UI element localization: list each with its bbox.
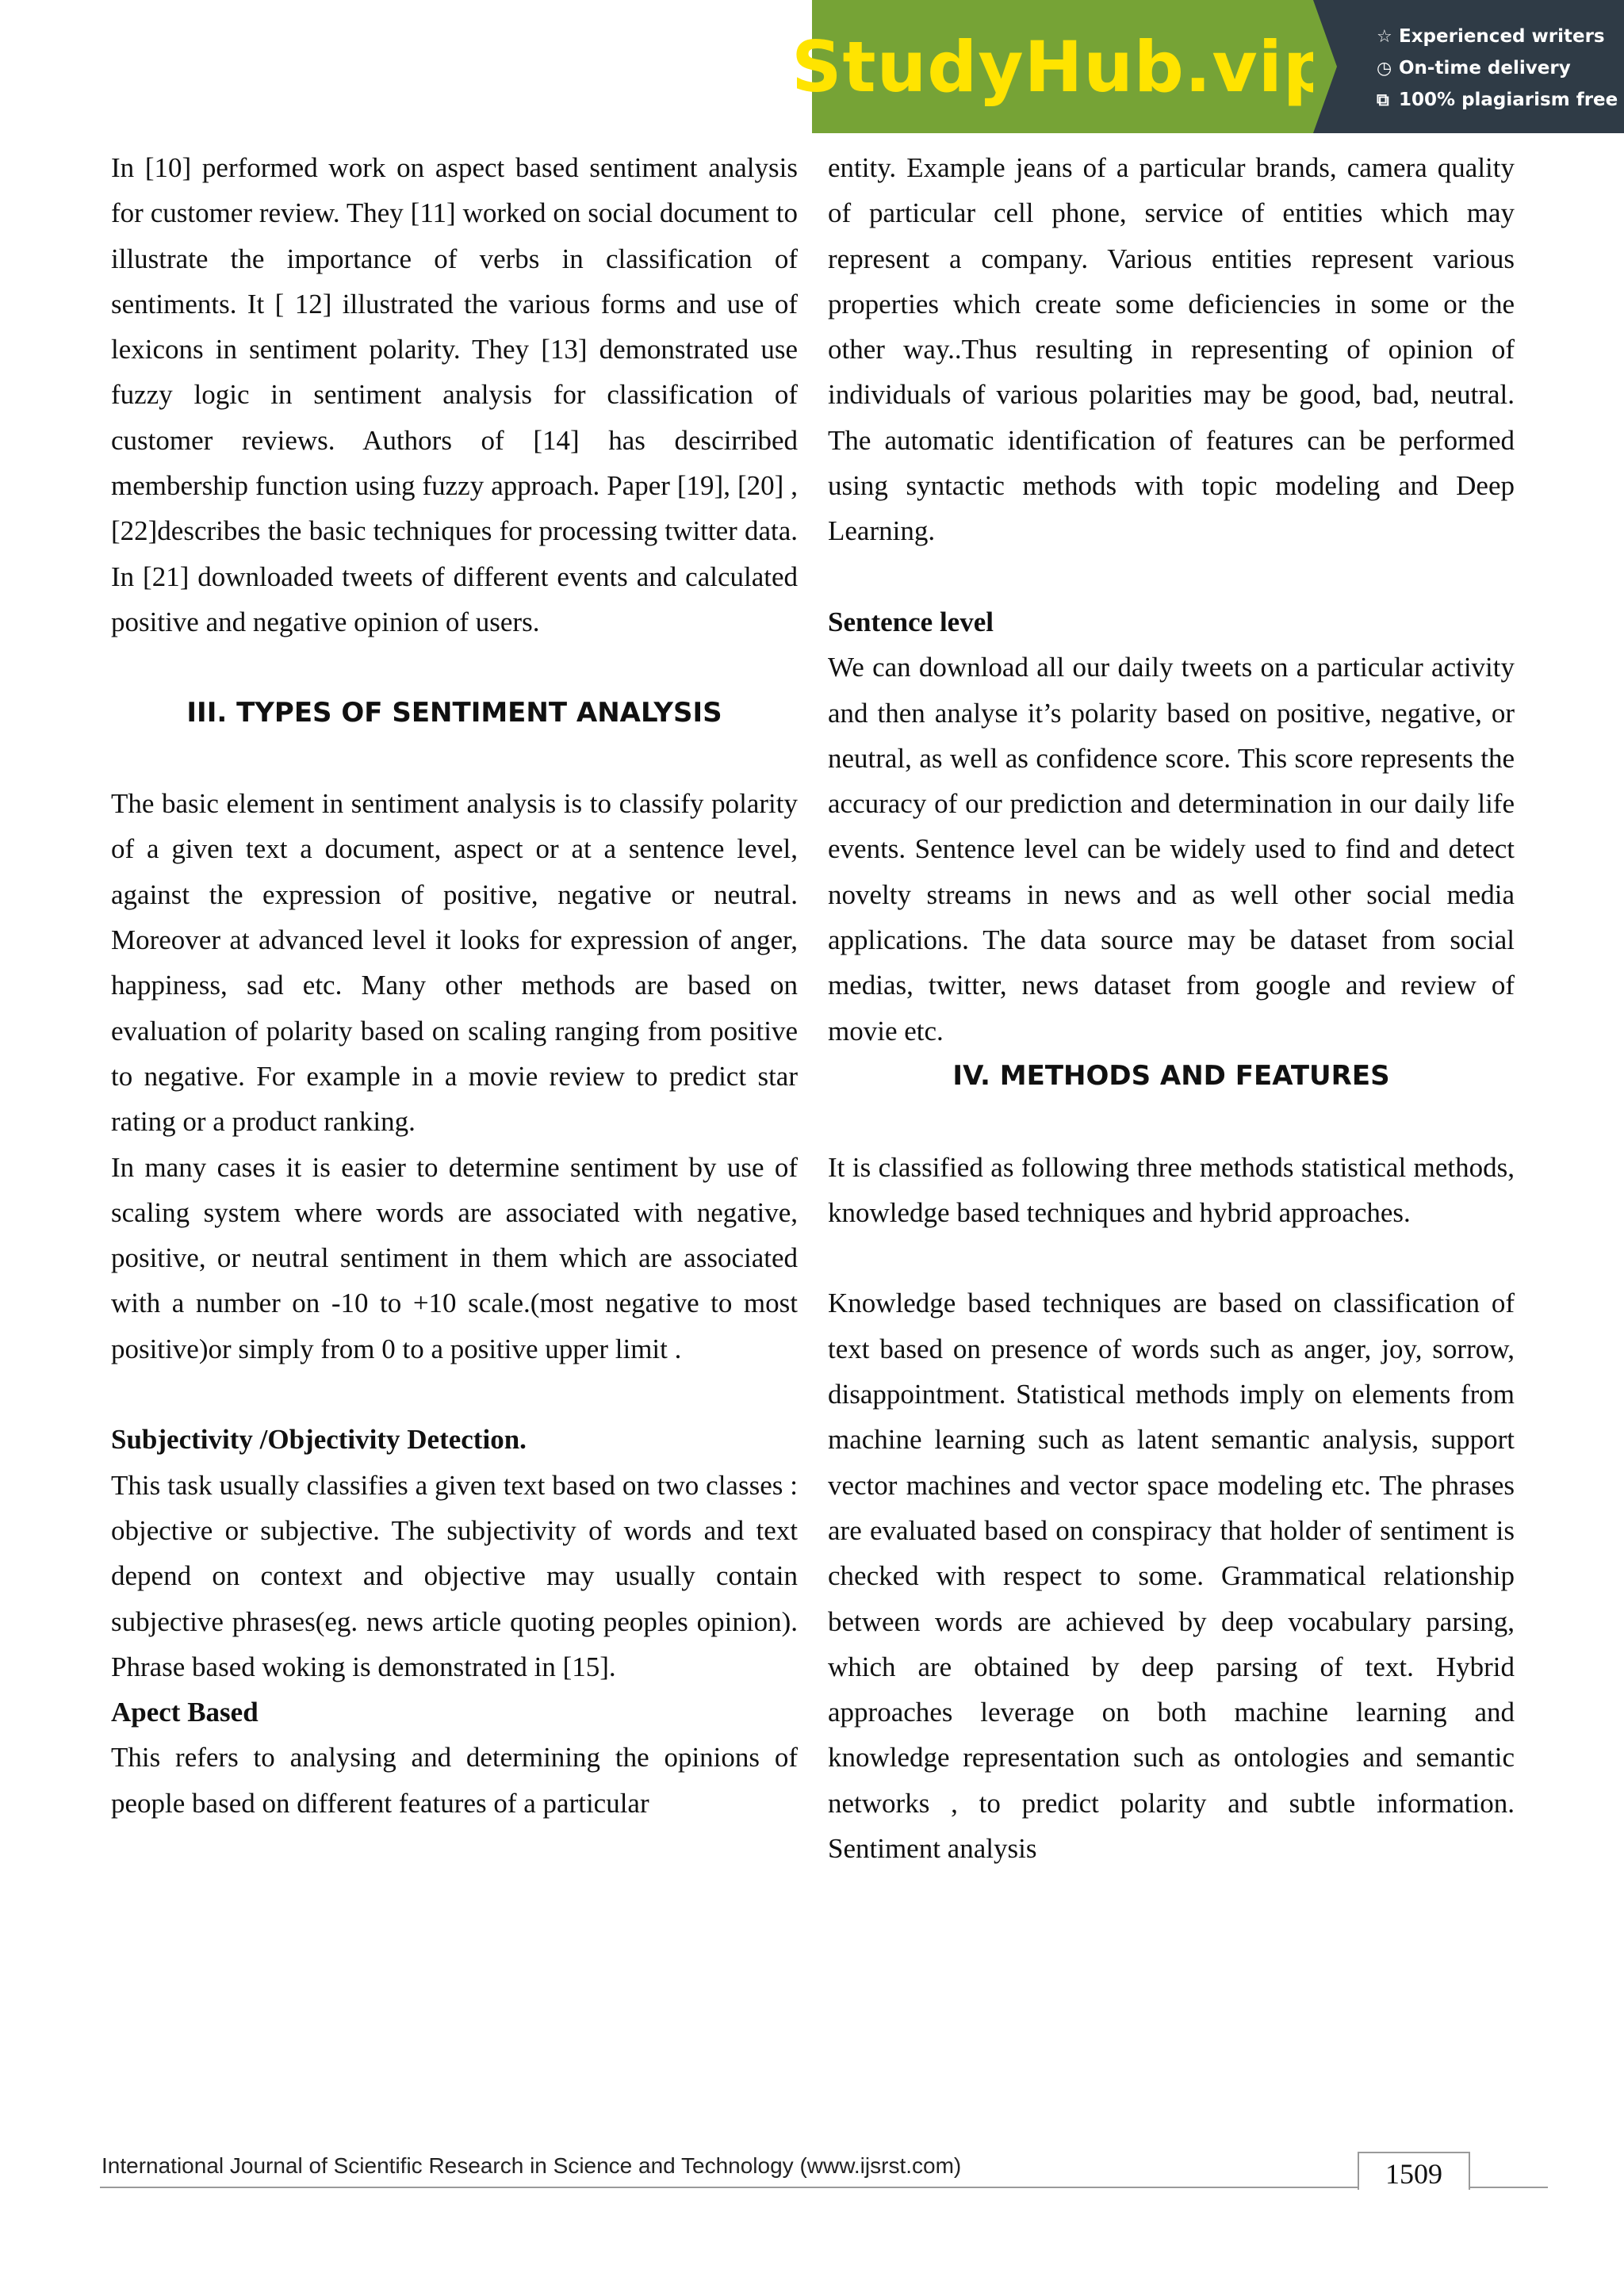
section-heading: III. TYPES OF SENTIMENT ANALYSIS — [186, 696, 722, 729]
ad-banner[interactable] — [791, 0, 1624, 133]
page-number: 1509 — [1358, 2152, 1470, 2190]
banner-feature-text: On-time delivery — [1399, 58, 1571, 78]
paragraph: It is classified as following three methods statistical methods, knowledge based techniques and hybrid approaches. — [828, 1151, 1515, 1228]
section-heading: IV. METHODS AND FEATURES — [952, 1059, 1390, 1092]
paragraph: Knowledge based techniques are based on classification of text based on presence of words such as anger, joy, sorrow, disappointment. Statistical methods imply on elements from machine learning such as latent semantic analysis, support vector machines and vector space modeling etc. The phrases are evaluated based on conspiracy that holder of sentiment is checked with respect to some. Grammatical relationship between words are achieved by deep vocabulary parsing, which are obtained by deep parsing of text. Hybrid approaches leverage on both machine learning and knowledge representation such as ontologies and semantic networks , to predict polarity and subtle information. Sentiment analysis — [828, 1288, 1515, 1864]
paragraph: entity. Example jeans of a particular brands, camera quality of particular cell phone, service of entities which may represent a company. Various entities represent various properties which create some deficiencies in some or the other way..Thus resulting in representing of opinion of individuals of various polarities may be good, bad, neutral. The automatic identification of features can be performed using syntactic methods with topic modeling and Deep Learning. — [828, 152, 1515, 547]
spacer — [111, 736, 798, 781]
spacer — [828, 554, 1515, 599]
paragraph: In many cases it is easier to determine sentiment by use of scaling system where words are associated with negative, positive, or neutral sentiment in them which are associated with a number on -10 to +10 scale.(most negative to most positive)or simply from 0 to a positive upper limit . — [111, 1151, 798, 1364]
spacer — [828, 1099, 1515, 1144]
paragraph: The basic element in sentiment analysis is to classify polarity of a given text a document, aspect or at a sentence level, against the expression of positive, negative or neutral. Moreover at advanced level it looks for expression of anger, happiness, sad etc. Many other methods are based on evaluation of polarity based on scaling ranging from positive to negative. For example in a movie review to predict star rating or a product ranking. — [111, 788, 798, 1138]
clock-icon: ◷ — [1377, 58, 1392, 78]
spacer — [828, 1235, 1515, 1280]
journal-footer: International Journal of Scientific Research in Science and Technology (www.ijsrst.com) — [102, 2153, 962, 2178]
logo-text: StudyHub.vip — [791, 25, 1334, 108]
subheading: Subjectivity /Objectivity Detection. — [111, 1424, 527, 1456]
paragraph: This task usually classifies a given text based on two classes : objective or subjective. The subjectivity of words and text depend on context and objective may usually contain subjective phrases(eg. news article quoting peoples opinion). Phrase based woking is demonstrated in [15]. — [111, 1469, 798, 1682]
banner-feature-text: 100% plagiarism free — [1399, 90, 1618, 110]
subheading: Sentence level — [828, 606, 994, 637]
paragraph: This refers to analysing and determining the opinions of people based on different features of a particular — [111, 1742, 798, 1819]
right-column — [828, 145, 1515, 1871]
studyhub-logo[interactable] — [791, 0, 1334, 133]
star-icon: ☆ — [1377, 26, 1392, 47]
subheading: Apect Based — [111, 1697, 259, 1728]
banner-feature-list — [1313, 0, 1624, 133]
left-column — [111, 145, 798, 1826]
banner-feature-text: Experienced writers — [1399, 26, 1605, 47]
paragraph: In [10] performed work on aspect based sentiment analysis for customer review. They [11] worked on social document to illustrate the importance of verbs in classification of sentiments. It [ 12] illustrated the various forms and use of lexicons in sentiment polarity. They [13] demonstrated use fuzzy logic in sentiment analysis for classification of customer reviews. Authors of [14] has descirribed membership function using fuzzy approach. Paper [19], [20] ,[22]describes the basic techniques for processing twitter data. In [21] downloaded tweets of different events and calculated positive and negative opinion of users. — [111, 152, 798, 637]
paragraph: We can download all our daily tweets on a particular activity and then analyse it’s polarity based on positive, negative, or neutral, as well as confidence score. This score represents the accuracy of our prediction and determination in our daily life events. Sentence level can be widely used to find and detect novelty streams in news and as well other social media applications. The data source may be dataset from social medias, twitter, news dataset from google and review of movie etc. — [828, 652, 1515, 1047]
spacer — [111, 645, 798, 690]
copy-icon: ⧉ — [1377, 90, 1389, 110]
banner-feature — [1377, 52, 1624, 84]
banner-feature — [1377, 21, 1624, 52]
banner-feature — [1377, 84, 1624, 116]
footer-divider — [100, 2187, 1548, 2188]
spacer — [111, 1372, 798, 1417]
